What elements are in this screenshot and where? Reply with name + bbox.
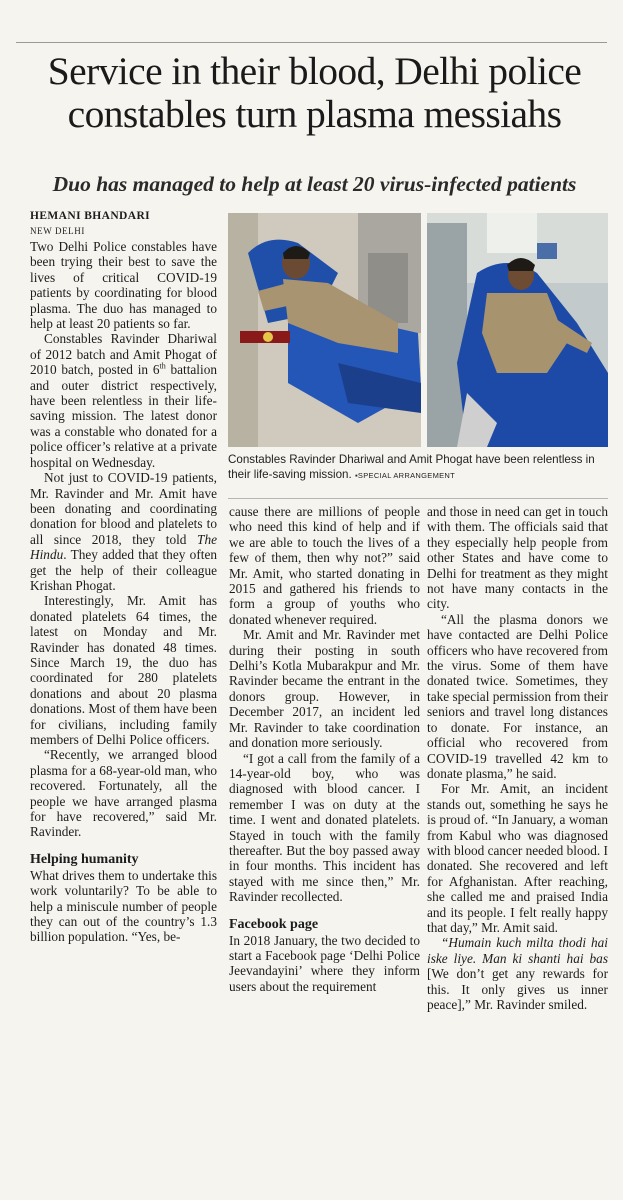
paragraph: “All the plasma donors we have contacted are Delhi Police officers who have recovered from the virus. Some of them have donated twice. Sometimes, they take special permission from their seniors and travel long distances to donate. For instance, an official who recovered from COVID-19 travelled 42 km to donate plasma,” he said. bbox=[427, 611, 608, 781]
paragraph: “Recently, we arranged blood plasma for a 68-year-old man, who recovered. Fortunately, all the people we have arranged plasma for have recovered,” said Mr. Ravinder. bbox=[30, 747, 217, 840]
photo-constable-ravinder-donating bbox=[228, 213, 421, 447]
photo-illustration bbox=[228, 213, 421, 447]
paragraph: Interestingly, Mr. Amit has donated platelets 64 times, the latest on Monday and Mr. Ravinder has donated 48 times. Since March 19, the duo has coordinated for 280 platelets donations and about 20 plasma donations. Most of them have been for civilians, including family members of Delhi Police officers. bbox=[30, 593, 217, 747]
byline: HEMANI BHANDARI bbox=[30, 210, 151, 222]
subheadline: Duo has managed to help at least 20 virus-infected patients bbox=[52, 172, 577, 196]
article-column-2 bbox=[229, 504, 420, 994]
dateline: NEW DELHI bbox=[30, 226, 85, 236]
paragraph: cause there are millions of people who need this kind of help and if we are able to touch the lives of a few of them, then why not?” said Mr. Amit, who started donating in 2015 and gathered his friends to form a group of youths who donated whenever required. bbox=[229, 504, 420, 627]
photo-constable-amit-donating bbox=[427, 213, 608, 447]
paragraph: Not just to COVID-19 patients, Mr. Ravinder and Mr. Amit have been donating and coordinating donation for blood and platelets to all since 2018, they told The Hindu. They added that they often get the help of their colleague Krishan Phogat. bbox=[30, 470, 217, 593]
paragraph: “Humain kuch milta thodi hai iske liye. Man ki shanti hai bas [We don’t get any rewards for this. It only gives us inner peace],” Mr. Ravinder smiled. bbox=[427, 935, 608, 1012]
photo-caption: Constables Ravinder Dhariwal and Amit Phogat have been relentless in their life-saving mission. ▪SPECIAL ARRANGEMENT bbox=[228, 453, 595, 481]
headline: Service in their blood, Delhi police constables turn plasma messiahs bbox=[47, 49, 582, 136]
paragraph: “I got a call from the family of a 14-year-old boy, who was diagnosed with blood cancer. I remember I was on duty at the time. I went and donated platelets. Stayed in touch with the family thereafter. But the boy passed away in four months. This incident has stayed with me since then,” Mr. Ravinder recollected. bbox=[229, 750, 420, 905]
section-heading-helping-humanity: Helping humanity bbox=[30, 851, 139, 867]
paragraph: What drives them to undertake this work voluntarily? To be able to help a miniscule number of people they can out of the country’s 1.3 billion population. “Yes, be- bbox=[30, 867, 217, 945]
photo-credit: ▪SPECIAL ARRANGEMENT bbox=[354, 470, 456, 480]
paragraph: For Mr. Amit, an incident stands out, something he says he is proud of. “In January, a woman from Kabul who was diagnosed with blood cancer needed blood. I donated. She recovered and left for Afghanistan. After reaching, she called me and praised India and its people. I felt really happy that day,” Mr. Amit said. bbox=[427, 781, 608, 935]
caption-divider bbox=[228, 498, 608, 499]
paragraph: In 2018 January, the two decided to start a Facebook page ‘Delhi Police Jeevandayini’ where they inform users about the requirement bbox=[229, 932, 420, 994]
article-column-3 bbox=[427, 504, 608, 1012]
paragraph: Mr. Amit and Mr. Ravinder met during their posting in south Delhi’s Kotla Mubarakpur and Mr. Ravinder became the entrant in the donors group. However, in December 2017, an incident led Mr. Ravinder to take coordination and donation more seriously. bbox=[229, 627, 420, 751]
photo-illustration bbox=[427, 213, 608, 447]
paragraph: Constables Ravinder Dhariwal of 2012 batch and Amit Phogat of 2010 batch, posted in 6th battalion and outer district respectively, have been relentless in their life-saving mission. The latest donor was a constable who donated for a police officer’s relative at a private hospital on Wednesday. bbox=[30, 331, 217, 470]
article-column-1 bbox=[30, 239, 217, 945]
paragraph: and those in need can get in touch with them. The officials said that they especially help people from other States and have come to Delhi for treatment as they might not have many contacts in the city. bbox=[427, 504, 608, 612]
paragraph: Two Delhi Police constables have been trying their best to save the lives of critical COVID-19 patients by coordinating for blood plasma. The duo has managed to help at least 20 patients so far. bbox=[30, 239, 217, 332]
section-heading-facebook-page: Facebook page bbox=[229, 916, 319, 932]
top-rule bbox=[16, 42, 607, 43]
